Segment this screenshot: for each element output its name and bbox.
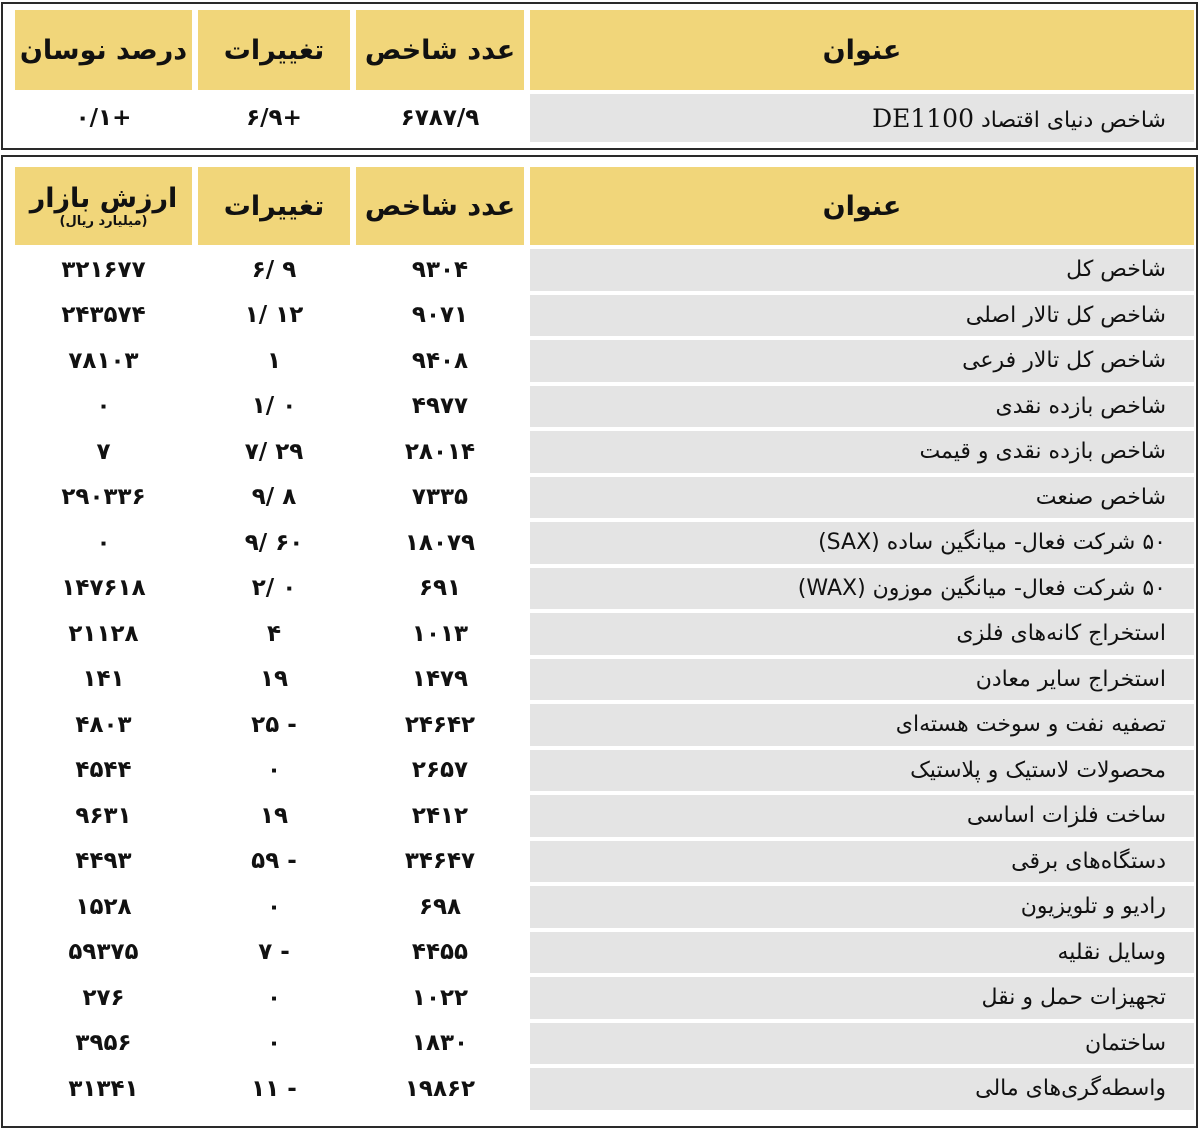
row-title: [530, 94, 1194, 142]
table-row: [15, 886, 1194, 928]
row-market-value: ۴۸۰۳: [15, 704, 192, 746]
table-row: [15, 841, 1194, 883]
row-title: شاخص صنعت: [530, 477, 1194, 519]
table-row: [15, 932, 1194, 974]
row-market-value: ۳۱۳۴۱: [15, 1068, 192, 1110]
table-row: [15, 1023, 1194, 1065]
market-indices-table: [9, 163, 1200, 1114]
de-index-header-row: [15, 10, 1194, 90]
row-index: ۴۴۵۵: [356, 932, 524, 974]
header-market-label: ارزش بازار: [29, 183, 178, 214]
row-index: ۱۹۸۶۲: [356, 1068, 524, 1110]
row-change: ۹ /۶: [198, 249, 350, 291]
row-market-value: ۲۹۰۳۳۶: [15, 477, 192, 519]
row-title: رادیو و تلویزیون: [530, 886, 1194, 928]
table-row: [15, 613, 1194, 655]
row-title: شاخص کل تالار اصلی: [530, 295, 1194, 337]
row-index: ۶۹۱: [356, 568, 524, 610]
row-change: ۱۹: [198, 795, 350, 837]
table-row: [15, 431, 1194, 473]
row-market-value: ۲۷۶: [15, 977, 192, 1019]
row-index: ۹۳۰۴: [356, 249, 524, 291]
row-change: +۶/۹: [198, 94, 350, 142]
row-title: محصولات لاستیک و پلاستیک: [530, 750, 1194, 792]
header-change: تغییرات: [198, 10, 350, 90]
row-index: ۴۹۷۷: [356, 386, 524, 428]
header-index: عدد شاخص: [356, 167, 524, 245]
header-change: تغییرات: [198, 167, 350, 245]
row-title: ساختمان: [530, 1023, 1194, 1065]
row-market-value: ۱۴۷۶۱۸: [15, 568, 192, 610]
row-title: ۵۰ شرکت فعال- میانگین موزون (WAX): [530, 568, 1194, 610]
row-market-value: ۲۱۱۲۸: [15, 613, 192, 655]
table-row: [15, 477, 1194, 519]
row-index: ۲۴۱۲: [356, 795, 524, 837]
row-change: ۰: [198, 977, 350, 1019]
header-title: عنوان: [530, 167, 1194, 245]
row-market-value: ۰: [15, 522, 192, 564]
row-index: ۶۷۸۷/۹: [356, 94, 524, 142]
row-change: ۱۲ /۱: [198, 295, 350, 337]
table-row: [15, 295, 1194, 337]
row-change: ۶۰ /۹: [198, 522, 350, 564]
market-indices-table-frame: [1, 155, 1198, 1128]
row-title: وسایل نقلیه: [530, 932, 1194, 974]
header-market-unit: (میلیارد ریال): [59, 214, 148, 229]
row-title: دستگاه‌های برقی: [530, 841, 1194, 883]
row-market-value: ۴۵۴۴: [15, 750, 192, 792]
row-title: شاخص بازده نقدی: [530, 386, 1194, 428]
row-market-value: ۱۴۱: [15, 659, 192, 701]
row-title: شاخص کل تالار فرعی: [530, 340, 1194, 382]
header-index: عدد شاخص: [356, 10, 524, 90]
row-change: - ۲۵: [198, 704, 350, 746]
row-change: - ۱۱: [198, 1068, 350, 1110]
table-row: [15, 386, 1194, 428]
row-title: واسطه‌گری‌های مالی: [530, 1068, 1194, 1110]
row-title: تصفیه نفت و سوخت هسته‌ای: [530, 704, 1194, 746]
table-row: [15, 750, 1194, 792]
row-title: ۵۰ شرکت فعال- میانگین ساده (SAX): [530, 522, 1194, 564]
market-header-row: [15, 167, 1194, 245]
row-index: ۶۹۸: [356, 886, 524, 928]
row-change: - ۵۹: [198, 841, 350, 883]
row-market-value: ۹۶۳۱: [15, 795, 192, 837]
row-index: ۳۴۶۴۷: [356, 841, 524, 883]
row-index: ۹۴۰۸: [356, 340, 524, 382]
row-index: ۱۰۲۲: [356, 977, 524, 1019]
row-market-value: ۴۴۹۳: [15, 841, 192, 883]
row-title: ساخت فلزات اساسی: [530, 795, 1194, 837]
de-index-row: [15, 94, 1194, 142]
table-row: [15, 1068, 1194, 1110]
row-title: استخراج سایر معادن: [530, 659, 1194, 701]
row-index: ۲۴۶۴۲: [356, 704, 524, 746]
row-market-value: ۲۴۳۵۷۴: [15, 295, 192, 337]
row-market-value: ۰: [15, 386, 192, 428]
header-swing: درصد نوسان: [15, 10, 192, 90]
row-market-value: ۵۹۳۷۵: [15, 932, 192, 974]
table-row: [15, 340, 1194, 382]
row-market-value: ۷۸۱۰۳: [15, 340, 192, 382]
row-change: ۴: [198, 613, 350, 655]
table-row: [15, 568, 1194, 610]
table-row: [15, 249, 1194, 291]
row-index: ۱۰۱۳: [356, 613, 524, 655]
row-change: ۰ /۱: [198, 386, 350, 428]
de-index-table-frame: [1, 2, 1198, 150]
row-change: ۸ /۹: [198, 477, 350, 519]
row-market-value: ۷: [15, 431, 192, 473]
row-index: ۹۰۷۱: [356, 295, 524, 337]
header-title: عنوان: [530, 10, 1194, 90]
row-index: ۱۸۰۷۹: [356, 522, 524, 564]
row-index: ۲۶۵۷: [356, 750, 524, 792]
row-title-latin: DE1100: [872, 103, 974, 133]
row-title: تجهیزات حمل و نقل: [530, 977, 1194, 1019]
row-index: ۱۸۳۰: [356, 1023, 524, 1065]
de-index-table: [9, 6, 1200, 146]
row-index: ۱۴۷۹: [356, 659, 524, 701]
row-title: شاخص کل: [530, 249, 1194, 291]
header-market-value: [15, 167, 192, 245]
row-title: شاخص بازده نقدی و قیمت: [530, 431, 1194, 473]
row-market-value: ۳۲۱۶۷۷: [15, 249, 192, 291]
row-title-text: شاخص دنیای اقتصاد: [980, 107, 1166, 133]
table-row: [15, 704, 1194, 746]
row-change: ۰: [198, 1023, 350, 1065]
row-change: ۰ /۲: [198, 568, 350, 610]
row-change: ۰: [198, 750, 350, 792]
row-change: ۰: [198, 886, 350, 928]
row-change: ۲۹ /۷: [198, 431, 350, 473]
row-swing: +۰/۱: [15, 94, 192, 142]
table-row: [15, 522, 1194, 564]
row-title: استخراج کانه‌های فلزی: [530, 613, 1194, 655]
table-row: [15, 977, 1194, 1019]
table-row: [15, 795, 1194, 837]
row-index: ۲۸۰۱۴: [356, 431, 524, 473]
table-row: [15, 659, 1194, 701]
row-change: ۱: [198, 340, 350, 382]
row-market-value: ۱۵۲۸: [15, 886, 192, 928]
row-market-value: ۳۹۵۶: [15, 1023, 192, 1065]
row-change: ۱۹: [198, 659, 350, 701]
row-index: ۷۳۳۵: [356, 477, 524, 519]
row-change: - ۷: [198, 932, 350, 974]
